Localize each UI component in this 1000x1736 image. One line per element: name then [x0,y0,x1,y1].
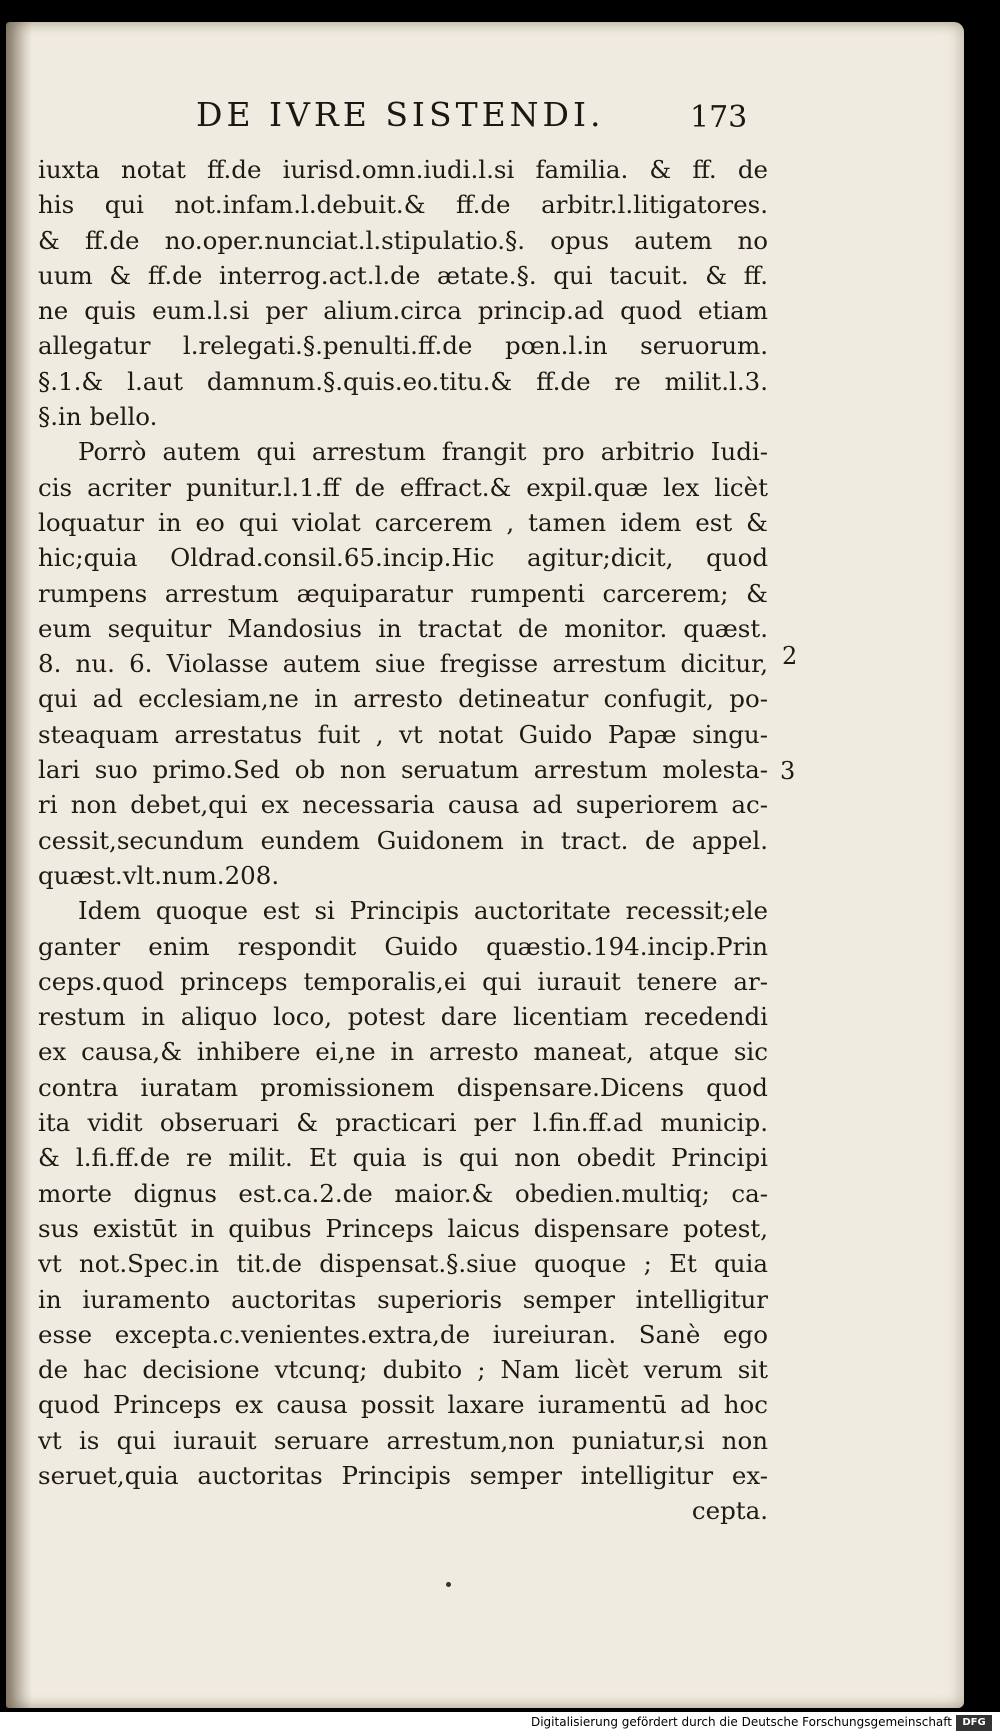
text-line: esse excepta.c.venientes.extra,de iureiuran. Sanè ego [38,1319,768,1349]
text-line: lari suo primo.Sed ob non seruatum arrestum molesta- [38,755,768,785]
text-line: ne quis eum.l.si per alium.circa princip.ad quod etiam [38,296,768,326]
text-line: vt not.Spec.in tit.de dispensat.§.siue quoque ; Et quia [38,1249,768,1279]
page-gutter-shadow [6,22,32,1708]
text-line: ceps.quod princeps temporalis,ei qui iurauit tenere ar- [38,966,768,996]
text-line: Idem quoque est si Principis auctoritate recessit;ele [78,896,768,926]
text-line: qui ad ecclesiam,ne in arresto detineatur confugit, po- [38,684,768,714]
text-line: contra iuratam promissionem dispensare.Dicens quod [38,1072,768,1102]
margin-note-number: 2 [782,642,798,670]
dfg-logo: DFG [956,1715,992,1731]
text-line: seruet,quia auctoritas Principis semper intelligitur ex- [38,1460,768,1490]
text-line: ita vidit obseruari & practicari per l.fin.ff.ad municip. [38,1108,768,1138]
running-header: DE IVRE SISTENDI. [196,95,605,134]
text-line: ganter enim respondit Guido quæstio.194.incip.Prin [38,931,768,961]
text-line: §.in bello. [38,402,158,432]
text-line: quæst.vlt.num.208. [38,860,280,890]
text-line: cessit,secundum eundem Guidonem in tract. de appel. [38,825,768,855]
text-line: ri non debet,qui ex necessaria causa ad superiorem ac- [38,790,768,820]
text-line: & l.fi.ff.de re milit. Et quia is qui non obedit Principi [38,1143,768,1173]
text-line: his qui not.infam.l.debuit.& ff.de arbitr.l.litigatores. [38,190,768,220]
text-line: eum sequitur Mandosius in tractat de monitor. quæst. [38,613,768,643]
text-line: iuxta notat ff.de iurisd.omn.iudi.l.si familia. & ff. de [38,155,768,184]
ink-spot [446,1582,451,1587]
text-line: in iuramento auctoritas superioris semper intelligitur [38,1284,768,1314]
text-line: cis acriter punitur.l.1.ff de effract.& expil.quæ lex licèt [38,472,768,502]
book-page [6,22,964,1708]
page-number: 173 [690,100,748,135]
text-line: hic;quia Oldrad.consil.65.incip.Hic agitur;dicit, quod [38,543,768,573]
text-line: §.1.& l.aut damnum.§.quis.eo.titu.& ff.de re milit.l.3. [38,366,768,396]
margin-note-number: 3 [780,757,796,785]
text-line: restum in aliquo loco, potest dare licentiam recedendi [38,1002,768,1032]
text-line: loquatur in eo qui violat carcerem , tamen idem est & [38,507,768,537]
text-line: uum & ff.de interrog.act.l.de ætate.§. qui tacuit. & ff. [38,260,768,290]
text-line: de hac decisione vtcunq; dubito ; Nam licèt verum sit [38,1355,768,1385]
text-line: rumpens arrestum æquiparatur rumpenti carcerem; & [38,578,768,608]
text-line: vt is qui iurauit seruare arrestum,non puniatur,si non [38,1425,768,1455]
digitization-footer [0,1712,1000,1736]
text-line: & ff.de no.oper.nunciat.l.stipulatio.§. opus autem no [38,225,768,255]
text-line: 8. nu. 6. Violasse autem siue fregisse arrestum dicitur, [38,649,768,679]
text-line: allegatur l.relegati.§.penulti.ff.de pœn.l.in seruorum. [38,331,768,361]
body-text [38,152,768,1529]
text-line: steaquam arrestatus fuit , vt notat Guido Papæ singu- [38,719,768,749]
text-line: ex causa,& inhibere ei,ne in arresto maneat, atque sic [38,1037,768,1067]
text-line: quod Princeps ex causa possit laxare iuramentū ad hoc [38,1390,768,1420]
text-line: morte dignus est.ca.2.de maior.& obedien.multiq; ca- [38,1178,768,1208]
footer-credit: Digitalisierung gefördert durch die Deutsche Forschungsgemeinschaft [530,1715,952,1729]
text-line: cepta. [691,1496,768,1526]
text-line: Porrò autem qui arrestum frangit pro arbitrio Iudi- [78,437,768,467]
text-line: sus existūt in quibus Princeps laicus dispensare potest, [38,1213,768,1243]
